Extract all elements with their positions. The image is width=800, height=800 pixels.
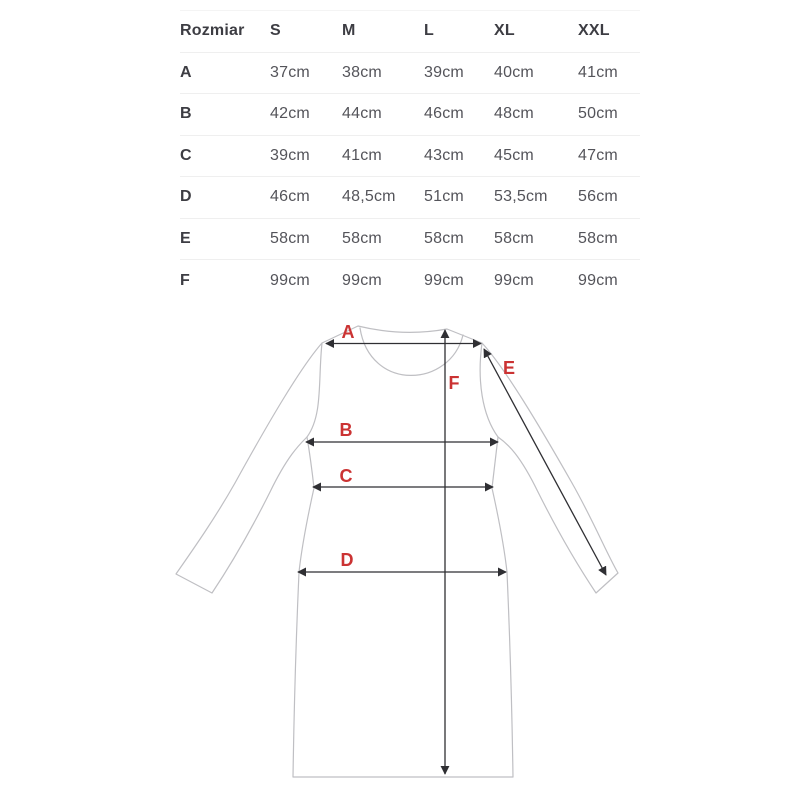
table-row-a [180, 52, 640, 94]
cell-value: 48,5cm [342, 188, 396, 206]
row-label: A [180, 63, 192, 81]
cell-value: 58cm [270, 229, 310, 247]
cell-value: 53,5cm [494, 188, 548, 206]
cell-value: 43cm [424, 146, 464, 164]
cell-value: 58cm [494, 229, 534, 247]
measure-label-a: A [341, 322, 355, 342]
cell-value: 99cm [342, 271, 382, 289]
cell-value: 39cm [424, 63, 464, 81]
dress-outline [176, 326, 618, 777]
cell-value: 44cm [342, 105, 382, 123]
row-label: D [180, 188, 192, 206]
cell-value: 58cm [342, 229, 382, 247]
cell-value: 47cm [578, 146, 618, 164]
size-table-header-row [180, 11, 640, 53]
cell-value: 37cm [270, 63, 310, 81]
cell-value: 56cm [578, 188, 618, 206]
left-sleeve [176, 343, 322, 593]
header-size-l: L [424, 22, 434, 40]
cell-value: 41cm [342, 146, 382, 164]
table-row-c [180, 135, 640, 177]
right-sleeve [482, 343, 618, 593]
table-row-d [180, 177, 640, 219]
row-label: E [180, 229, 191, 247]
measure-label-b: B [339, 420, 353, 440]
table-row-e [180, 218, 640, 260]
dress-measurement-diagram [160, 305, 660, 800]
header-rozmiar: Rozmiar [180, 22, 245, 40]
measure-label-f: F [448, 373, 460, 393]
row-label: B [180, 105, 192, 123]
cell-value: 58cm [578, 229, 618, 247]
measure-label-c: C [339, 466, 353, 486]
cell-value: 99cm [270, 271, 310, 289]
header-size-xl: XL [494, 22, 515, 40]
cell-value: 50cm [578, 105, 618, 123]
table-row-f [180, 260, 640, 302]
measurement-labels [340, 322, 516, 570]
cell-value: 39cm [270, 146, 310, 164]
header-size-s: S [270, 22, 281, 40]
row-label: F [180, 271, 190, 289]
header-size-m: M [342, 22, 356, 40]
measure-label-e: E [502, 358, 516, 378]
cell-value: 99cm [494, 271, 534, 289]
cell-value: 99cm [578, 271, 618, 289]
cell-value: 38cm [342, 63, 382, 81]
cell-value: 45cm [494, 146, 534, 164]
measure-label-d: D [340, 550, 354, 570]
cell-value: 58cm [424, 229, 464, 247]
cell-value: 99cm [424, 271, 464, 289]
cell-value: 41cm [578, 63, 618, 81]
row-label: C [180, 146, 192, 164]
cell-value: 40cm [494, 63, 534, 81]
cell-value: 42cm [270, 105, 310, 123]
size-table [180, 10, 640, 301]
cell-value: 46cm [424, 105, 464, 123]
header-size-xxl: XXL [578, 22, 610, 40]
cell-value: 46cm [270, 188, 310, 206]
table-row-b [180, 94, 640, 136]
cell-value: 48cm [494, 105, 534, 123]
cell-value: 51cm [424, 188, 464, 206]
neckline [360, 328, 463, 375]
